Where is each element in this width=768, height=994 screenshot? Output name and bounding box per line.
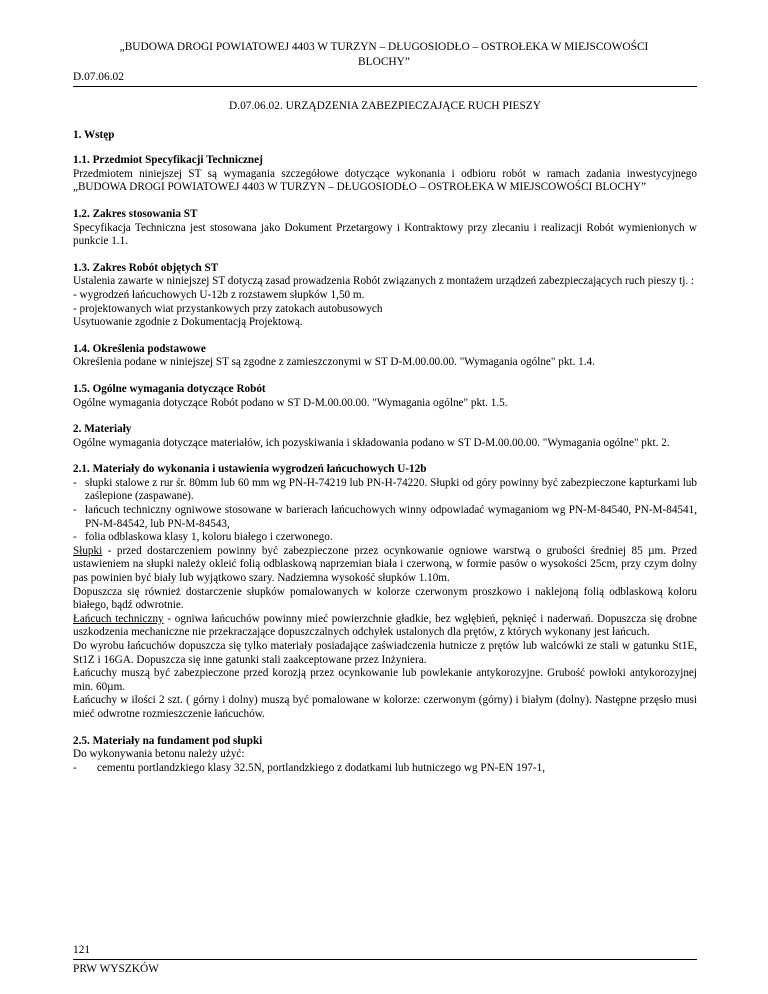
list-item: [73, 504, 697, 531]
chain-material-paragraph: Do wyrobu łańcuchów dopuszcza się tylko materiały posiadające zaświadczenia hutnicze z prętów lub walcówki ze stali w gatunku St1E, St1Z i 16GA. Dopuszcza się inne gatunki stali zaakceptowane przez Inżyniera.: [73, 640, 697, 666]
section-2-5-heading: 2.5. Materiały na fundament pod słupki: [73, 734, 263, 747]
section-1-3: [73, 262, 697, 330]
section-2: [73, 423, 697, 450]
chain-text: - ogniwa łańcuchów powinny mieć powierzchnie gładkie, bez wgłębień, pęknięć i naderwań. Dopuszcza się drobne uszkodzenia mechaniczne nie przekraczające dopuszczalnych odchyłek ustalonych dla prętów, z których wykonany jest łańcuch.: [73, 612, 697, 639]
section-2-1-heading: 2.1. Materiały do wykonania i ustawienia wygrodzeń łańcuchowych U-12b: [73, 463, 427, 476]
section-1-1: [73, 154, 697, 195]
section-1-5: [73, 383, 697, 410]
page-body: [73, 100, 697, 788]
chain-corrosion-paragraph: Łańcuchy muszą być zabezpieczone przed korozją przez ocynkowanie lub powlekanie antykorozyjne. Grubość powłoki antykorozyjnej min. 60µm.: [73, 667, 697, 693]
section-1-heading: 1. Wstęp: [73, 128, 115, 141]
posts-text: - przed dostarczeniem powinny być zabezpieczone przez ocynkowanie ogniowe warstwą o grubości średniej 85 µm. Przed ustawieniem na słupki należy okleić folią odblaskową naprzemian biała i czerwoną, w formie pasów o wysokości 25cm, przy czym dolny pas powinien być biały lub wyjątkowo szary. Nadziemna wysokość słupków 1.10m.: [73, 544, 697, 585]
posts-paragraph: [73, 545, 697, 586]
section-2-5-text: Do wykonywania betonu należy użyć:: [73, 748, 245, 761]
list-dash: -: [73, 531, 77, 544]
chain-label: Łańcuch techniczny: [73, 612, 164, 625]
header-spec-code: D.07.06.02: [73, 71, 124, 83]
section-1-2-heading: 1.2. Zakres stosowania ST: [73, 207, 198, 220]
section-1-4: [73, 343, 697, 370]
chain-paragraph: [73, 613, 697, 640]
section-1-3-item: - projektowanych wiat przystankowych przy zatokach autobusowych: [73, 302, 383, 315]
list-dash: -: [73, 476, 77, 489]
list-item: [73, 531, 697, 545]
section-1-4-heading: 1.4. Określenia podstawowe: [73, 342, 206, 355]
header-project-line1: „BUDOWA DROGI POWIATOWEJ 4403 W TURZYN – DŁUGOSIODŁO – OSTROŁEKA W MIEJSCOWOŚCI: [119, 41, 649, 53]
section-1-4-text: Określenia podane w niniejszej ST są zgodne z zamieszczonymi w ST D-M.00.00.00. "Wymagania ogólne" pkt. 1.4.: [73, 356, 595, 369]
list-item-text: cementu portlandzkiego klasy 32.5N, portlandzkiego z dodatkami lub hutniczego wg PN-EN 197-1,: [97, 761, 546, 774]
list-item-text: łańcuch techniczny ogniwowe stosowane w barierach łańcuchowych winny odpowiadać wymaganiom wg PN-M-84540, PN-M-84541, PN-M-84542, lub PN-M-84543,: [85, 504, 697, 530]
list-item-text: folia odblaskowa klasy 1, koloru białego i czerwonego.: [85, 531, 333, 544]
section-1-3-item: - wygrodzeń łańcuchowych U-12b z rozstawem słupków 1,50 m.: [73, 288, 365, 301]
chain-color-paragraph: Łańcuchy w ilości 2 szt. ( górny i dolny) muszą być pomalowane w kolorze: czerwonym (górny) i białym (dolny). Następne przęsło musi mieć odwrotne rozmieszczenie łańcuchów.: [73, 694, 697, 720]
list-item: [73, 762, 697, 776]
section-1-3-text: Ustalenia zawarte w niniejszej ST dotyczą zasad prowadzenia Robót związanych z montażem urządzeń zabezpieczających ruch pieszy tj. :: [73, 275, 695, 288]
list-dash: -: [73, 504, 77, 517]
painted-posts-paragraph: Dopuszcza się również dostarczenie słupków pomalowanych w kolorze czerwonym proszkowo i naklejoną folią odblaskową koloru białego, bądź odwrotnie.: [73, 585, 697, 612]
footer-company: PRW WYSZKÓW: [73, 963, 159, 975]
section-1-5-heading: 1.5. Ogólne wymagania dotyczące Robót: [73, 382, 266, 395]
section-2-5: [73, 735, 697, 776]
list-item: [73, 477, 697, 504]
section-1-2-text: Specyfikacja Techniczna jest stosowana jako Dokument Przetargowy i Kontraktowy przy zlecaniu i realizacji Robót wymienionych w punkcie 1.1.: [73, 221, 697, 248]
footer-divider: [73, 959, 697, 960]
list-dash: -: [73, 761, 77, 774]
section-1-5-text: Ogólne wymagania dotyczące Robót podano w ST D-M.00.00.00. "Wymagania ogólne" pkt. 1.5.: [73, 396, 508, 409]
section-2-text: Ogólne wymagania dotyczące materiałów, ich pozyskiwania i składowania podano w ST D-M.00.00.00. "Wymagania ogólne" pkt. 2.: [73, 436, 670, 449]
document-title: D.07.06.02. URZĄDZENIA ZABEZPIECZAJĄCE RUCH PIESZY: [229, 100, 541, 112]
list-item-text: słupki stalowe z rur śr. 80mm lub 60 mm wg PN-H-74219 lub PN-H-74220. Słupki od góry powinny być zabezpieczone kapturkami lub zaślepione (zaspawane).: [85, 476, 697, 503]
running-header: [60, 40, 708, 70]
section-1-1-text: Przedmiotem niniejszej ST są wymagania szczegółowe dotyczące wykonania i odbioru robót w ramach zadania inwestycyjnego „BUDOWA DROGI POWIATOWEJ 4403 W TURZYN – DŁUGOSIODŁO – OSTROŁEKA W MIEJSCOWOŚCI BLOCHY”: [73, 167, 697, 194]
section-1-3-heading: 1.3. Zakres Robót objętych ST: [73, 261, 219, 274]
section-2-1: [73, 463, 697, 721]
section-2-heading: 2. Materiały: [73, 423, 132, 436]
section-1-1-heading: 1.1. Przedmiot Specyfikacji Technicznej: [73, 154, 263, 167]
posts-label: Słupki: [73, 544, 103, 557]
section-1-2: [73, 208, 697, 249]
header-divider: [73, 86, 697, 87]
page-number: 121: [73, 944, 91, 956]
header-project-line2: BLOCHY”: [358, 56, 410, 68]
section-1-3-item: Usytuowanie zgodnie z Dokumentacją Projektową.: [73, 316, 303, 329]
